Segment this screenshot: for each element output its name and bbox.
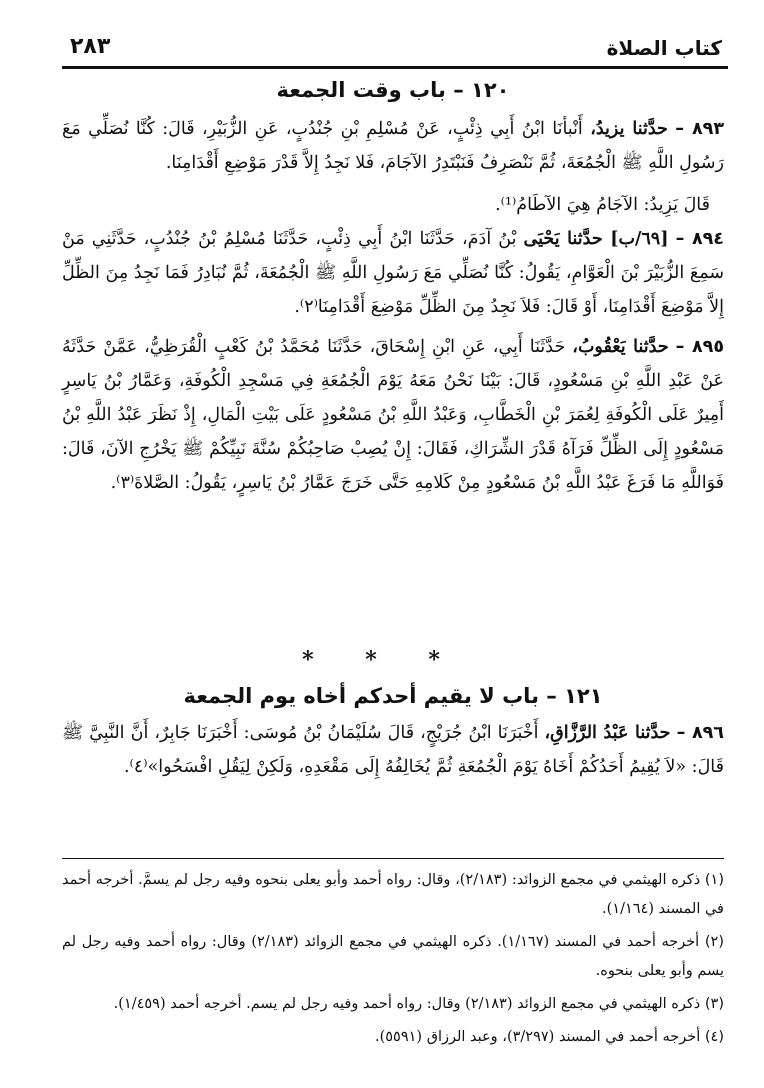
footnote-3: (٣) ذكره الهيثمي في مجمع الزوائد (٢/١٨٣) وقال: رواه أحمد وفيه رجل لم يسم. أخرجه أحمد (١/٤٥٩). xyxy=(113,996,724,1012)
hadith-895 xyxy=(62,330,724,500)
hadith-893 xyxy=(62,112,724,180)
hadith-lead: حدَّثنا عَبْدُ الرَّزَّاقِ، xyxy=(544,723,671,743)
footnotes xyxy=(62,866,724,1056)
hadith-text: بْنُ آدَمَ، حَدَّثَنَا ابْنُ أَبِي ذِئْبٍ، حَدَّثَنَا مُسْلِمُ بْنُ جُنْدُبٍ، حَدَّثَنِي مَنْ سَمِعَ الزُّبَيْرَ بْنَ الْعَوَّامِ، يَقُولُ: كُنَّا نُصَلِّي مَعَ رَسُولِ اللَّهِ ﷺ الْجُمُعَةَ، ثُمَّ نُبَادِرُ فَمَا نَجِدُ مِنَ الظِّلِّ إِلاَّ مَوْضِعَ أَقْدَامِنَا، أَوْ قَالَ: فَلاَ نَجِدُ مِنَ الظِّلِّ مَوْضِعَ أَقْدَامِنَا⁽٢⁾. xyxy=(62,229,724,317)
section-121-body xyxy=(62,716,724,784)
hadith-lead: حدَّثنا يزيدُ، xyxy=(590,119,668,139)
hadith-lead: حدَّثنا يَعْقُوبُ، xyxy=(572,337,669,357)
book-title: كتاب الصلاة xyxy=(606,36,722,60)
hadith-text: أَخْبَرَنَا ابْنُ جُرَيْجٍ، قَالَ سُلَيْمَانُ بْنُ مُوسَى: أَخْبَرَنَا جَابِرٌ، أَنَّ النَّبِيَّ ﷺ قَالَ: «لاَ يُقِيمُ أَحَدُكُمْ أَخَاهُ يَوْمَ الْجُمُعَةِ ثُمَّ يُخَالِفُهُ إِلَى مَقْعَدِهِ، وَلَكِنْ لِيَقُلِ افْسَحُوا»⁽٤⁾. xyxy=(62,723,724,777)
footnote-rule xyxy=(62,858,724,859)
hadith-number: ٨٩٥ – xyxy=(675,337,724,357)
hadith-text: أَنْبأنَا ابْنُ أَبِي ذِئْبٍ، عَنْ مُسْلِمِ بْنِ جُنْدُبٍ، عَنِ الزُّبَيْرِ، قَالَ: كُنَّا نُصَلِّي مَعَ رَسُولِ اللَّهِ ﷺ الْجُمُعَةَ، ثُمَّ نَنْصَرِفُ فَنَبْتَدِرُ الآجَامَ، فَلا نَجِدُ إِلاَّ قَدْرَ مَوْضِعِ أَقْدَامِنَا. xyxy=(62,119,724,173)
narrator-note: قَالَ يَزِيدُ: الآجَامُ هِيَ الآطَامُ⁽¹⁾. xyxy=(495,195,710,215)
header-rule xyxy=(62,66,728,69)
hadith-896 xyxy=(62,716,724,784)
running-header xyxy=(70,30,722,64)
hadith-number: ٨٩٦ – xyxy=(676,723,724,743)
hadith-lead: [٦٩/ب] حدَّثنا يَحْيَى xyxy=(523,229,669,249)
hadith-number: ٨٩٣ – xyxy=(675,119,724,139)
footnote-1: (١) ذكره الهيثمي في مجمع الزوائد: (٢/١٨٣)، وقال: رواه أحمد وأبو يعلى بنحوه وفيه رجل لم يسمَّ. أخرجه أحمد في المسند (١/١٦٤). xyxy=(62,872,724,917)
hadith-number: ٨٩٤ – xyxy=(675,229,724,249)
hadith-text: حَدَّثَنَا أَبِي، عَنِ ابْنِ إِسْحَاقَ، حَدَّثَنَا مُحَمَّدُ بْنُ كَعْبٍ الْقُرَظِيُّ، عَمَّنْ حَدَّثَهُ عَنْ عَبْدِ اللَّهِ بْنِ مَسْعُودٍ، قَالَ: بَيْنَا نَحْنُ مَعَهُ يَوْمَ الْجُمُعَةِ فِي مَسْجِدِ الْكُوفَةِ، وَعَمَّارُ بْنُ يَاسِرٍ أَمِيرٌ عَلَى الْكُوفَةِ لِعُمَرَ بْنِ الْخَطَّابِ، وَعَبْدُ اللَّهِ بْنُ مَسْعُودٍ عَلَى بَيْتِ الْمَالِ، إِذْ نَظَرَ عَبْدُ اللَّهِ بْنُ مَسْعُودٍ إِلَى الظِّلِّ فَرَآهُ قَدْرَ الشِّرَاكِ، فَقَالَ: إِنْ يُصِبْ صَاحِبُكُمْ سُنَّةَ نَبِيِّكُمْ ﷺ يَخْرُجِ الآنَ، قَالَ: فَوَاللَّهِ مَا فَرَغَ عَبْدُ اللَّهِ بْنُ مَسْعُودٍ مِنْ كَلامِهِ حَتَّى خَرَجَ عَمَّارُ بْنُ يَاسِرٍ، يَقُولُ: الصَّلاةَ⁽٣⁾. xyxy=(62,337,724,493)
chapter-heading-120: ١٢٠ – باب وقت الجمعة xyxy=(276,78,510,102)
section-separator: * * * xyxy=(302,647,462,673)
page-number: ٢٨٣ xyxy=(70,34,111,59)
chapter-heading-121: ١٢١ – باب لا يقيم أحدكم أخاه يوم الجمعة xyxy=(183,684,603,708)
footnote-2: (٢) أخرجه أحمد في المسند (١/١٦٧). ذكره الهيثمي في مجمع الزوائد (٢/١٨٣) وقال: رواه أحمد وفيه رجل لم يسم وأبو يعلى بنحوه. xyxy=(62,934,724,979)
hadith-894 xyxy=(62,222,724,324)
footnote-4: (٤) أخرجه أحمد في المسند (٣/٢٩٧)، وعبد الرزاق (٥٥٩١). xyxy=(374,1029,724,1045)
section-120-body xyxy=(62,112,724,500)
